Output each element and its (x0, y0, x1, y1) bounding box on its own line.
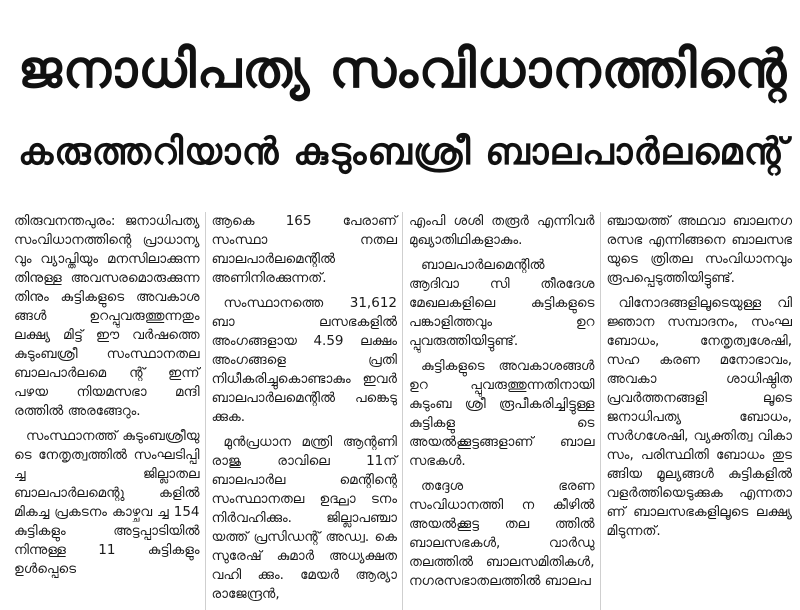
headline (0, 0, 800, 200)
paragraph: ആകെ 165 പേരാണ് സംസ്ഥാ നതല ബാലപാർലമെന്റിൽ അണിനിരക്കുന്നത്. (211, 213, 397, 286)
paragraph: തിരുവനന്തപുരം: ജനാധിപത്യ സംവിധാനത്തിന്റെ പ്രാധാന്യ വും വ്യാപ്തിയും മനസിലാക്കുന്ന തിനുള്ള അവസരമൊരുക്കുന്ന തിനും കുട്ടികളുടെ അവകാശ ങ്ങൾ ഉറപ്പുവരുത്തുന്നതും ലക്ഷ്യ മിട്ട് ഈ വർഷത്തെ കുടുംബശ്രീ സംസ്ഥാനതല ബാലപാർലമെ ന്റ് ഇന്ന് പഴയ നിയമസഭാ മന്ദി രത്തിൽ അരങ്ങേറും. (14, 213, 200, 419)
paragraph: ഞ്ചായത്ത് അഥവാ ബാലനഗ രസഭ എന്നിങ്ങനെ ബാലസഭ യുടെ ത്രിതല സംവിധാനവും രൂപപ്പെടുത്തിയിട്ടുണ്ട്. (606, 213, 792, 286)
article-column-2 (212, 212, 398, 610)
paragraph: വിനോദങ്ങളിലൂടെയുള്ള വി ജ്ഞാന സമ്പാദനം, സംഘ ബോധം, നേതൃത്വശേഷി, സഹ കരണ മനോഭാവം, അവകാ ശാധിഷ്ഠിത പ്രവർത്തനങ്ങളി ലൂടെ ജനാധിപത്യ ബോധം, സർഗശേഷി, വ്യക്തിത്വ വികാ സം, പരിസ്ഥിതി ബോധം തുട ങ്ങിയ മൂല്യങ്ങൾ കുട്ടികളിൽ വളർത്തിയെടുക്കുക എന്നതാ ണ് ബാലസഭകളിലൂടെ ലക്ഷ്യ മിടുന്നത്. (606, 295, 792, 539)
paragraph: സംസ്ഥാനത്ത് കുടുംബശ്രീയു ടെ നേതൃത്വത്തിൽ സംഘടിപ്പി ച്ച ജില്ലാതല ബാലപാർലമെന്റു കളിൽ മികച്ച പ്രകടനം കാഴ്ചവ ച്ച 154 കുട്ടികളും അട്ടപ്പാടിയിൽ നിന്നുള്ള 11 കുട്ടികളും ഉൾപ്പെടെ (14, 428, 200, 577)
paragraph: കുട്ടികളുടെ അവകാശങ്ങൾ ഉറ പ്പുവരുത്തുന്നതിനായി കുടുംബ ശ്രീ രൂപീകരിച്ചിട്ടുള്ള കുട്ടികളു ടെ അയൽക്കൂട്ടങ്ങളാണ് ബാല സഭകൾ. (409, 358, 595, 469)
paragraph: മുൻ‌പ്രധാന മന്ത്രി ആന്റണി രാജു രാവിലെ 11ന് ബാലപാർല മെന്റിന്റെ സംസ്ഥാനതല ഉദ്ഘാ ടനം നിർവഹിക്കും. ജില്ലാപഞ്ചാ യത്ത് പ്രസിഡന്റ് അഡ്വ. കെ സുരേഷ് കുമാർ അധ്യക്ഷത വഹി ക്കും. മേയർ ആര്യാ രാജേന്ദ്രൻ, (211, 434, 397, 602)
paragraph: എംപി ശശി തരൂർ എന്നിവർ മുഖ്യാതിഥികളാകും. (409, 213, 595, 248)
headline-line-2: കരുത്തറിയാൻ കുടുംബശ്രീ ബാലപാർലമെന്റ് (18, 130, 789, 173)
article-column-4 (607, 212, 793, 610)
headline-line-1: ജനാധിപത്യ സംവിധാനത്തിന്റെ (18, 40, 788, 100)
article-body (14, 212, 792, 602)
paragraph: സംസ്ഥാനത്തെ 31,612 ബാ ലസഭകളിൽ അംഗങ്ങളായ 4.59 ലക്ഷം അംഗങ്ങളെ പ്രതി നിധീകരിച്ചുകൊണ്ടാകും ഇവർ ബാലപാർലമെന്റിൽ പങ്കെടു ക്കുക. (211, 295, 397, 425)
paragraph: ബാലപാർലമെന്റിൽ ആദിവാ സി തീരദേശ മേഖലകളിലെ കുട്ടികളുടെ പങ്കാളിത്തവും ഉറ പ്പുവരുത്തിയിട്ടുണ്ട്. (409, 257, 595, 349)
paragraph: തദ്ദേശ ഭരണ സംവിധാനത്തി ന കീഴിൽ അയൽക്കൂട്ട തല ത്തിൽ ബാലസഭകൾ, വാർഡു തലത്തിൽ ബാലസമിതികൾ, നഗരസഭാതലത്തിൽ ബാലപ (409, 478, 595, 589)
article-column-1 (14, 212, 200, 610)
article-column-3 (409, 212, 595, 610)
